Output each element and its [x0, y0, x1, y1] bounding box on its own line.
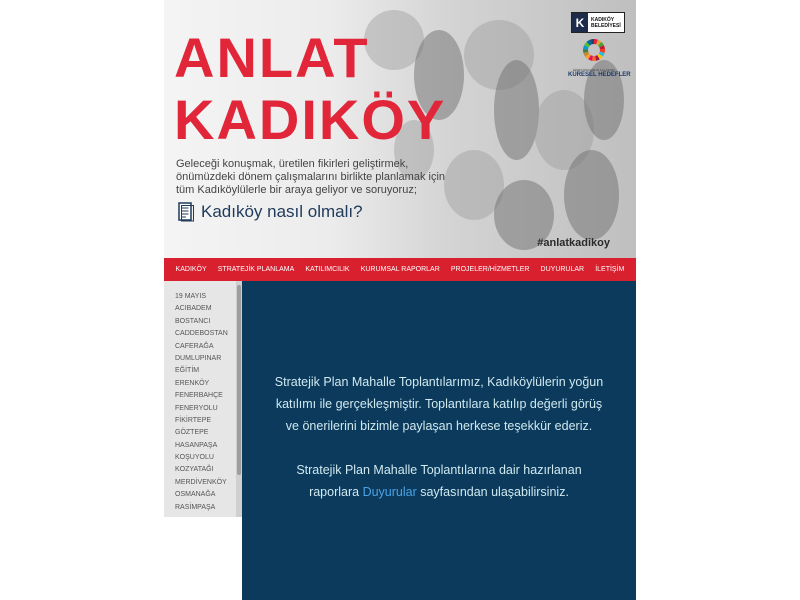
- sidebar-item[interactable]: KOŞUYOLU: [175, 454, 214, 462]
- hero-photo-blob: [494, 60, 539, 160]
- global-goals-title: KÜRESEL HEDEFLER: [568, 72, 631, 78]
- thank-you-line: katılımı ile gerçekleşmiştir. Toplantılara katılıp değerli görüş: [275, 397, 603, 411]
- municipality-name-line-2: BELEDİYESİ: [591, 22, 621, 29]
- municipality-logo-mark: K: [572, 13, 588, 32]
- sidebar-item[interactable]: CADDEBOSTAN: [175, 330, 228, 338]
- sidebar-item[interactable]: ERENKÖY: [175, 379, 210, 387]
- sidebar-item[interactable]: BOSTANCI: [175, 317, 211, 325]
- hero-question: [178, 202, 363, 222]
- sidebar-scrollbar-thumb[interactable]: [237, 285, 241, 475]
- nav-item-projeler-hizmetler[interactable]: PROJELER/HİZMETLER: [450, 266, 530, 273]
- sidebar-item[interactable]: GÖZTEPE: [175, 429, 209, 437]
- hero-hashtag: #anlatkadikoy: [537, 237, 610, 249]
- sidebar-item[interactable]: DUMLUPINAR: [175, 354, 222, 362]
- global-goals-subtitle: SÜRDÜRÜLEBİLİR KALKINMA: [572, 68, 616, 72]
- sidebar-item[interactable]: HASANPAŞA: [175, 441, 218, 449]
- neighborhood-list: [164, 281, 242, 514]
- thank-you-line: ve önerilerini bizimle paylaşan herkese teşekkür ederiz.: [285, 419, 593, 433]
- global-goals-logo: [568, 38, 631, 79]
- sdg-wheel-icon: [582, 38, 606, 62]
- reports-paragraph: [242, 459, 636, 503]
- sidebar-item[interactable]: CAFERAĞA: [175, 342, 214, 350]
- reports-line-2: [242, 481, 636, 503]
- document-icon: [178, 202, 194, 222]
- sidebar-item[interactable]: EĞİTİM: [175, 367, 200, 375]
- hero-intro-line: önümüzdeki dönem çalışmalarını birlikte planlamak için: [176, 171, 446, 183]
- hero-photo-blob: [564, 150, 619, 240]
- duyurular-link[interactable]: Duyurular: [362, 485, 417, 499]
- kadikoy-municipality-logo[interactable]: [571, 12, 625, 33]
- main-nav: [164, 258, 636, 281]
- reports-line-1: Stratejik Plan Mahalle Toplantılarına dair hazırlanan: [296, 463, 582, 477]
- nav-item-duyurular[interactable]: DUYURULAR: [540, 266, 585, 273]
- hero-intro-line: Geleceği konuşmak, üretilen fikirleri geliştirmek,: [176, 158, 409, 170]
- nav-item-iletisim[interactable]: İLETİŞİM: [595, 266, 625, 273]
- neighborhood-sidebar: [164, 281, 242, 517]
- nav-item-katilimcilik[interactable]: KATILIMCILIK: [305, 266, 350, 273]
- sidebar-item[interactable]: OSMANAĞA: [175, 491, 216, 499]
- municipality-name-line-1: KADIKÖY: [591, 16, 615, 23]
- nav-item-stratejik-planlama[interactable]: STRATEJİK PLANLAMA: [217, 266, 295, 273]
- hero-intro-text: [176, 158, 446, 197]
- hero-question-text: Kadıköy nasıl olmalı?: [201, 202, 363, 221]
- hero-banner: [164, 0, 636, 258]
- page: [164, 0, 636, 600]
- sidebar-item[interactable]: KOZYATAĞI: [175, 466, 214, 474]
- thank-you-paragraph: [242, 371, 636, 437]
- sidebar-item[interactable]: FENERYOLU: [175, 404, 218, 412]
- sidebar-item[interactable]: 19 MAYIS: [175, 293, 206, 300]
- reports-prefix: raporlara: [309, 485, 363, 499]
- sidebar-item[interactable]: MERDİVENKÖY: [175, 478, 227, 486]
- nav-item-kadikoy[interactable]: KADIKÖY: [175, 266, 207, 273]
- sidebar-item[interactable]: FENERBAHÇE: [175, 392, 223, 400]
- thank-you-line: Stratejik Plan Mahalle Toplantılarımız, Kadıköylülerin yoğun: [274, 375, 604, 389]
- reports-suffix: sayfasından ulaşabilirsiniz.: [416, 485, 569, 499]
- sidebar-item[interactable]: RASİMPAŞA: [175, 503, 216, 511]
- hero-title-line-1: ANLAT: [174, 26, 370, 89]
- hero-title-line-2: KADIKÖY: [174, 88, 447, 151]
- sidebar-item[interactable]: ACIBADEM: [175, 305, 212, 313]
- nav-item-kurumsal-raporlar[interactable]: KURUMSAL RAPORLAR: [360, 266, 440, 273]
- sidebar-item[interactable]: FİKİRTEPE: [175, 416, 212, 424]
- hero-intro-line: tüm Kadıköylülerle bir araya geliyor ve soruyoruz;: [176, 184, 417, 196]
- announcement-panel: [242, 281, 636, 600]
